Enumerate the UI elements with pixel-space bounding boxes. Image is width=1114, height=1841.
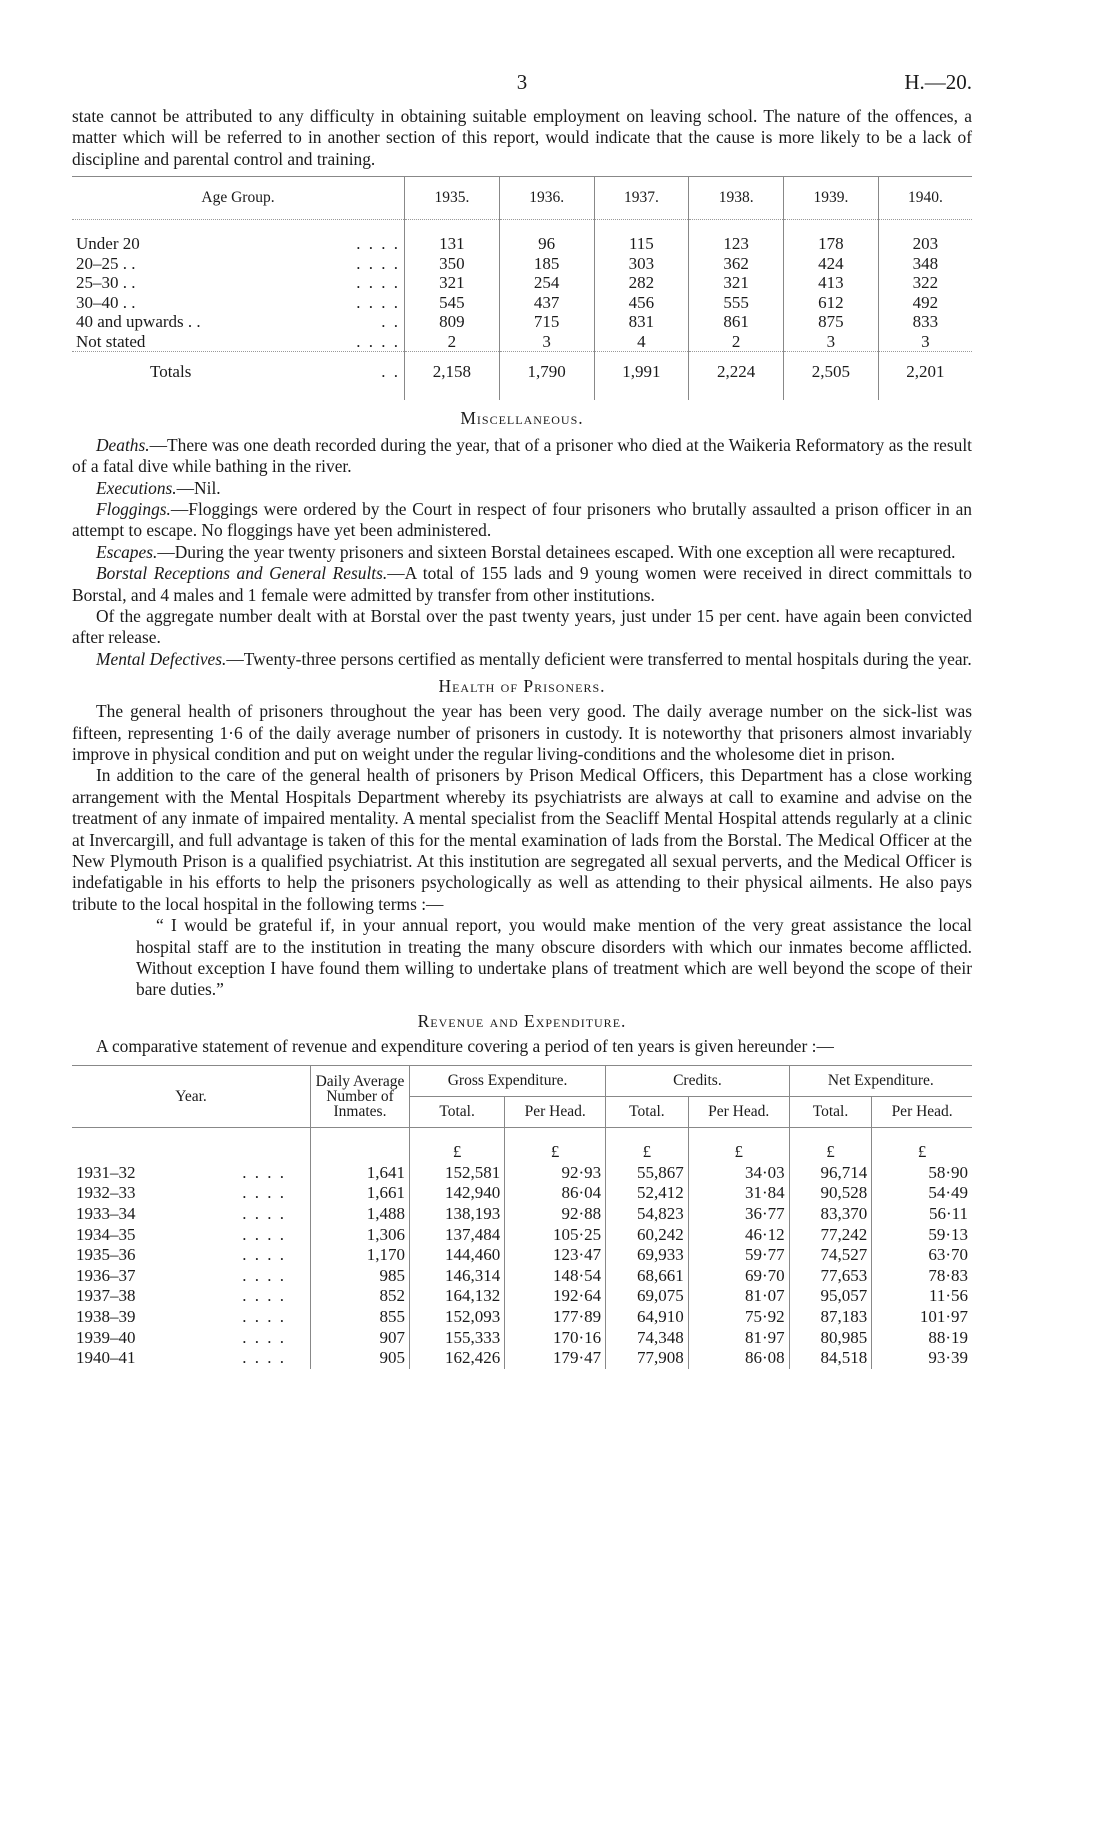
table-row [72, 332, 972, 352]
table-cell: 155,333 [410, 1328, 505, 1349]
table-cell: 456 [594, 293, 689, 313]
table-cell: 123 [689, 234, 784, 254]
table-cell: 321 [405, 273, 500, 293]
table-cell: 80,985 [789, 1328, 872, 1349]
table-cell: 64,910 [606, 1307, 689, 1328]
revenue-header-row-1 [72, 1066, 972, 1097]
document-page [72, 70, 972, 1369]
escapes-text: —During the year twenty prisoners and sixteen Borstal detainees escaped. With one exception all were recaptured. [157, 541, 956, 562]
table-cell: 322 [878, 273, 972, 293]
borstal-label: Borstal Receptions and General Results. [96, 563, 388, 584]
leader-dots: . . . . [242, 1265, 286, 1285]
leader-dots: . . . . [242, 1245, 286, 1265]
table-cell: 3 [878, 332, 972, 352]
floggings-label: Floggings. [96, 498, 171, 519]
table-cell: 69,075 [606, 1286, 689, 1307]
table-cell: 77,242 [789, 1225, 872, 1246]
table-cell: 162,426 [410, 1348, 505, 1369]
table-cell: 164,132 [410, 1286, 505, 1307]
table-cell: 123·47 [505, 1245, 606, 1266]
table-row [72, 1225, 972, 1246]
net-expenditure-header: Net Expenditure. [789, 1066, 972, 1097]
total-cell: 1,991 [594, 352, 689, 400]
borstal-paragraph [72, 563, 972, 606]
year-label: 1939–40 [76, 1327, 136, 1347]
table-cell: 34·03 [688, 1163, 789, 1184]
revenue-heading: Revenue and Expenditure. [417, 1010, 627, 1031]
deaths-paragraph [72, 435, 972, 478]
revenue-intro: A comparative statement of revenue and expenditure covering a period of ten years is given hereunder :— [96, 1035, 834, 1056]
table-cell: 855 [311, 1307, 410, 1328]
table-cell: 92·93 [505, 1163, 606, 1184]
table-cell: 131 [405, 234, 500, 254]
row-label: 25–30 . . [76, 273, 136, 293]
table-cell: 59·13 [872, 1225, 972, 1246]
table-cell: 348 [878, 254, 972, 274]
year-label: 1933–34 [76, 1204, 136, 1224]
leader-dots: . . . . [242, 1224, 286, 1244]
table-cell: 424 [784, 254, 879, 274]
document-code: H.—20. [904, 70, 972, 94]
table-cell: 985 [311, 1266, 410, 1287]
leader-dots: . . . . [356, 273, 400, 293]
net-per-head-header: Per Head. [872, 1097, 972, 1128]
table-cell: 1,661 [311, 1183, 410, 1204]
unit-label: £ [872, 1128, 972, 1163]
table-cell: 56·11 [872, 1204, 972, 1225]
gross-total-header: Total. [410, 1097, 505, 1128]
year-header: 1939. [784, 177, 879, 220]
borstal-text: —A total of 155 lads and 9 young women were received in direct committals to Borstal, and 4 males and 1 female were admitted by transfer from other institutions. [72, 563, 972, 605]
table-cell: 144,460 [410, 1245, 505, 1266]
table-cell: 54,823 [606, 1204, 689, 1225]
year-label: 1931–32 [76, 1162, 136, 1182]
table-cell: 170·16 [505, 1328, 606, 1349]
year-header: Year. [72, 1066, 311, 1128]
net-total-header: Total. [789, 1097, 872, 1128]
year-label: 1932–33 [76, 1183, 136, 1203]
table-cell: 58·90 [872, 1163, 972, 1184]
leader-dots: . . . . [356, 292, 400, 312]
table-row [72, 1307, 972, 1328]
table-cell: 105·25 [505, 1225, 606, 1246]
row-label: 20–25 . . [76, 253, 136, 273]
table-cell: 77,653 [789, 1266, 872, 1287]
mental-defectives-text: —Twenty-three persons certified as mentally deficient were transferred to mental hospitals during the year. [226, 648, 972, 669]
credits-total-header: Total. [606, 1097, 689, 1128]
table-row [72, 1204, 972, 1225]
table-cell: 87,183 [789, 1307, 872, 1328]
table-cell: 77,908 [606, 1348, 689, 1369]
total-cell: 1,790 [499, 352, 594, 400]
miscellaneous-heading: Miscellaneous. [460, 407, 584, 428]
age-group-table [72, 176, 972, 400]
year-header: 1935. [405, 177, 500, 220]
row-label: 30–40 . . [76, 292, 136, 312]
table-cell: 55,867 [606, 1163, 689, 1184]
gross-expenditure-header: Gross Expenditure. [410, 1066, 606, 1097]
table-cell: 78·83 [872, 1266, 972, 1287]
row-label: Under 20 [76, 234, 140, 254]
table-row [72, 1183, 972, 1204]
table-cell: 92·88 [505, 1204, 606, 1225]
table-cell: 146,314 [410, 1266, 505, 1287]
executions-label: Executions. [96, 477, 177, 498]
leader-dots: . . . . [242, 1204, 286, 1224]
table-cell: 54·49 [872, 1183, 972, 1204]
unit-label: £ [688, 1128, 789, 1163]
aggregate-paragraph: Of the aggregate number dealt with at Borstal over the past twenty years, just under 15 per cent. have again been convicted after release. [72, 605, 972, 648]
mental-defectives-paragraph [72, 649, 972, 670]
table-cell: 203 [878, 234, 972, 254]
table-cell: 81·97 [688, 1328, 789, 1349]
table-row [72, 1266, 972, 1287]
leader-dots: . . . . [356, 234, 400, 254]
year-header: 1940. [878, 177, 972, 220]
revenue-expenditure-table [72, 1065, 972, 1369]
escapes-label: Escapes. [96, 541, 158, 562]
table-cell: 4 [594, 332, 689, 352]
table-cell: 142,940 [410, 1183, 505, 1204]
table-cell: 185 [499, 254, 594, 274]
age-table-header-row [72, 177, 972, 220]
total-cell: 2,505 [784, 352, 879, 400]
leader-dots: . . . . [356, 253, 400, 273]
total-cell: 2,201 [878, 352, 972, 400]
table-cell: 63·70 [872, 1245, 972, 1266]
table-row [72, 1286, 972, 1307]
table-cell: 88·19 [872, 1328, 972, 1349]
table-row [72, 1348, 972, 1369]
table-cell: 46·12 [688, 1225, 789, 1246]
unit-row [72, 1128, 972, 1163]
table-cell: 282 [594, 273, 689, 293]
unit-label: £ [505, 1128, 606, 1163]
table-cell: 96 [499, 234, 594, 254]
floggings-paragraph [72, 499, 972, 542]
credits-header: Credits. [606, 1066, 790, 1097]
table-cell: 69,933 [606, 1245, 689, 1266]
table-cell: 83,370 [789, 1204, 872, 1225]
table-cell: 321 [689, 273, 784, 293]
table-cell: 303 [594, 254, 689, 274]
totals-label: Totals [150, 362, 192, 382]
health-heading: Health of Prisoners. [438, 676, 606, 697]
leader-dots: . . . . [242, 1183, 286, 1203]
table-cell: 68,661 [606, 1266, 689, 1287]
year-label: 1936–37 [76, 1265, 136, 1285]
table-cell: 612 [784, 293, 879, 313]
table-cell: 3 [499, 332, 594, 352]
table-row [72, 293, 972, 313]
health-paragraph-2: In addition to the care of the general health of prisoners by Prison Medical Officers, this Department has a close working arrangement with the Mental Hospitals Department whereby its psychiatrists are always at call to examine and advise on the treatment of any inmate of impaired mentality. A mental specialist from the Seacliff Mental Hospital attends regularly at a clinic at Invercargill, and full advantage is taken of this for the mental examination of lads from the Borstal. The Medical Officer at the New Plymouth Prison is a qualified psychiatrist. At this institution are segregated all sexual perverts, and the Medical Officer is indefatigable in his efforts to help the prisoners psychologically as well as attending to their physical ailments. He also pays tribute to the local hospital in the following terms :— [72, 765, 972, 914]
table-cell: 101·97 [872, 1307, 972, 1328]
table-cell: 36·77 [688, 1204, 789, 1225]
leader-dots: . . . . [356, 331, 400, 351]
table-cell: 177·89 [505, 1307, 606, 1328]
table-cell: 95,057 [789, 1286, 872, 1307]
table-cell: 84,518 [789, 1348, 872, 1369]
table-cell: 437 [499, 293, 594, 313]
intro-paragraph: state cannot be attributed to any difficulty in obtaining suitable employment on leaving school. The nature of the offences, a matter which will be referred to in another section of this report, would indicate that the cause is more likely to be a lack of discipline and parental control and training. [72, 106, 972, 169]
page-number: 3 [516, 70, 528, 94]
table-cell: 254 [499, 273, 594, 293]
leader-dots: . . [381, 362, 400, 382]
table-cell: 875 [784, 312, 879, 332]
table-cell: 93·39 [872, 1348, 972, 1369]
table-cell: 60,242 [606, 1225, 689, 1246]
table-cell: 545 [405, 293, 500, 313]
table-cell: 852 [311, 1286, 410, 1307]
unit-label: £ [789, 1128, 872, 1163]
totals-row [72, 352, 972, 400]
leader-dots: . . . . [242, 1327, 286, 1347]
gross-per-head-header: Per Head. [505, 1097, 606, 1128]
table-cell: 81·07 [688, 1286, 789, 1307]
table-cell: 413 [784, 273, 879, 293]
table-cell: 192·64 [505, 1286, 606, 1307]
table-row [72, 254, 972, 274]
leader-dots: . . . . [242, 1162, 286, 1182]
floggings-text: —Floggings were ordered by the Court in respect of four prisoners who brutally assaulted a prison officer in an attempt to escape. No floggings have yet been administered. [72, 498, 972, 541]
table-cell: 1,306 [311, 1225, 410, 1246]
table-cell: 178 [784, 234, 879, 254]
table-cell: 861 [689, 312, 784, 332]
table-cell: 138,193 [410, 1204, 505, 1225]
table-cell: 74,348 [606, 1328, 689, 1349]
table-cell: 90,528 [789, 1183, 872, 1204]
table-cell: 74,527 [789, 1245, 872, 1266]
year-label: 1938–39 [76, 1307, 136, 1327]
table-cell: 362 [689, 254, 784, 274]
table-cell: 831 [594, 312, 689, 332]
daily-average-header: Daily Average Number of Inmates. [311, 1066, 410, 1128]
unit-label: £ [410, 1128, 505, 1163]
page-header [72, 70, 972, 106]
credits-per-head-header: Per Head. [688, 1097, 789, 1128]
executions-text: —Nil. [176, 477, 221, 498]
table-cell: 3 [784, 332, 879, 352]
table-cell: 492 [878, 293, 972, 313]
table-cell: 907 [311, 1328, 410, 1349]
table-cell: 148·54 [505, 1266, 606, 1287]
table-cell: 350 [405, 254, 500, 274]
table-cell: 11·56 [872, 1286, 972, 1307]
unit-label: £ [606, 1128, 689, 1163]
leader-dots: . . . . [242, 1307, 286, 1327]
table-cell: 555 [689, 293, 784, 313]
table-cell: 96,714 [789, 1163, 872, 1184]
deaths-label: Deaths. [96, 434, 150, 455]
table-cell: 1,641 [311, 1163, 410, 1184]
table-cell: 115 [594, 234, 689, 254]
table-cell: 905 [311, 1348, 410, 1369]
age-group-header: Age Group. [72, 177, 405, 220]
mental-defectives-label: Mental Defectives. [96, 648, 227, 669]
total-cell: 2,224 [689, 352, 784, 400]
health-paragraph-1: The general health of prisoners throughout the year has been very good. The daily average number on the sick-list was fifteen, representing 1·6 of the daily average number of prisoners in custody. It is noteworthy that prisoners almost invariably improve in physical condition and put on weight under the regular living-conditions and the wholesome diet in prison. [72, 701, 972, 764]
leader-dots: . . . . [242, 1286, 286, 1306]
row-label: 40 and upwards . . [76, 312, 201, 332]
table-cell: 75·92 [688, 1307, 789, 1328]
table-cell: 137,484 [410, 1225, 505, 1246]
year-label: 1934–35 [76, 1224, 136, 1244]
table-row [72, 1163, 972, 1184]
row-label: Not stated [76, 331, 146, 351]
total-cell: 2,158 [405, 352, 500, 400]
table-row [72, 273, 972, 293]
year-label: 1935–36 [76, 1245, 136, 1265]
table-cell: 1,170 [311, 1245, 410, 1266]
table-cell: 179·47 [505, 1348, 606, 1369]
table-cell: 2 [405, 332, 500, 352]
executions-paragraph [72, 478, 972, 499]
table-cell: 69·70 [688, 1266, 789, 1287]
table-row [72, 234, 972, 254]
table-cell: 59·77 [688, 1245, 789, 1266]
table-cell: 715 [499, 312, 594, 332]
leader-dots: . . [381, 312, 400, 332]
table-row [72, 1245, 972, 1266]
year-header: 1937. [594, 177, 689, 220]
table-row [72, 312, 972, 332]
table-cell: 52,412 [606, 1183, 689, 1204]
year-header: 1936. [499, 177, 594, 220]
deaths-text: —There was one death recorded during the year, that of a prisoner who died at the Waikeria Reformatory as the result of a fatal dive while bathing in the river. [72, 434, 972, 477]
table-cell: 86·08 [688, 1348, 789, 1369]
year-label: 1937–38 [76, 1286, 136, 1306]
table-cell: 152,093 [410, 1307, 505, 1328]
table-cell: 2 [689, 332, 784, 352]
table-cell: 1,488 [311, 1204, 410, 1225]
table-cell: 31·84 [688, 1183, 789, 1204]
block-quote: “ I would be grateful if, in your annual report, you would make mention of the very great assistance the local hospital staff are to the institution in treating the many obscure disorders with which our inmates become afflicted. Without exception I have found them willing to undertake plans of treatment which are well beyond the scope of their bare duties.” [136, 915, 972, 1000]
table-cell: 152,581 [410, 1163, 505, 1184]
leader-dots: . . . . [242, 1348, 286, 1368]
table-cell: 86·04 [505, 1183, 606, 1204]
table-cell: 833 [878, 312, 972, 332]
table-row [72, 1328, 972, 1349]
year-header: 1938. [689, 177, 784, 220]
table-cell: 809 [405, 312, 500, 332]
escapes-paragraph [72, 542, 972, 563]
year-label: 1940–41 [76, 1348, 136, 1368]
